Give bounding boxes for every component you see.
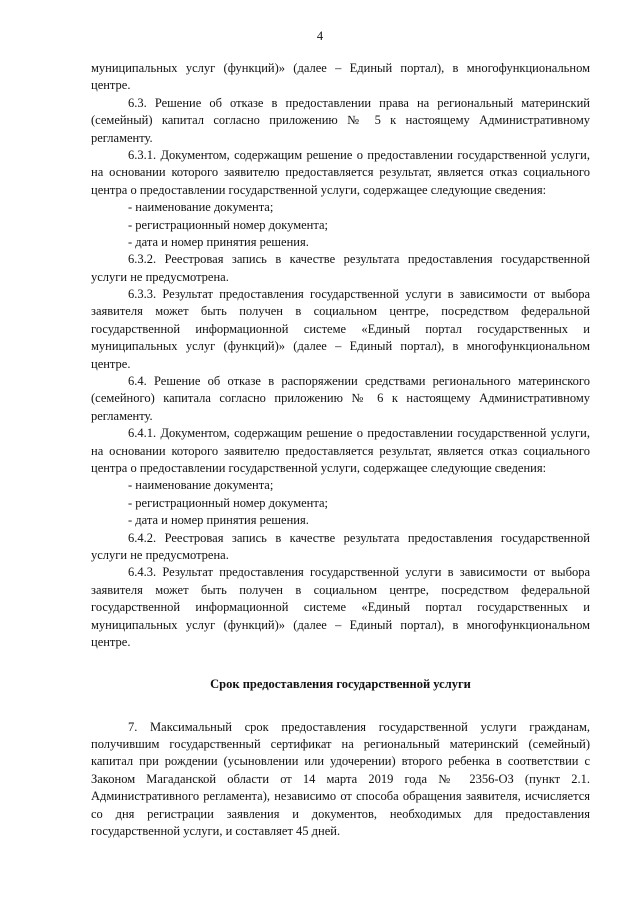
- list-item: - регистрационный номер документа;: [128, 495, 328, 510]
- text-line: муниципальных услуг (функций)» (далее – Единый портал), в многофункциональном: [91, 617, 590, 632]
- text-line: услуги не предусмотрена.: [91, 269, 229, 284]
- text-line: государственной информационной системе «Единый портал государственных и: [91, 321, 590, 336]
- text-line: на основании которого заявителю предоставляется результат, является отказ социального: [91, 443, 590, 458]
- text-line: на основании которого заявителю предоставляется результат, является отказ социального: [91, 165, 590, 180]
- text-line: заявителя может быть получен в социальном центре, посредством федеральной: [91, 304, 590, 319]
- section-heading: Срок предоставления государственной услуги: [210, 677, 471, 692]
- text-line: услуги не предусмотрена.: [91, 547, 229, 562]
- text-line: Законом Магаданской области от 14 марта 2019 года № 2356-ОЗ (пункт 2.1.: [91, 771, 590, 786]
- text-line: центра о предоставлении государственной услуги, содержащее следующие сведения:: [91, 460, 547, 475]
- list-item: - наименование документа;: [128, 478, 274, 493]
- text-line: со дня регистрации заявления и документов, необходимых для предоставления: [91, 806, 590, 821]
- text-line: 6.4.1. Документом, содержащим решение о предоставлении государственной услуги,: [128, 426, 590, 441]
- list-item: - дата и номер принятия решения.: [128, 234, 309, 249]
- list-item: - дата и номер принятия решения.: [128, 513, 309, 528]
- text-line: заявителя может быть получен в социальном центре, посредством федеральной: [91, 582, 590, 597]
- text-line: государственной информационной системе «Единый портал государственных и: [91, 600, 590, 615]
- text-line: центре.: [91, 634, 131, 649]
- text-line: 6.3.1. Документом, содержащим решение о предоставлении государственной услуги,: [128, 147, 590, 162]
- text-line: центре.: [91, 356, 131, 371]
- text-line: Административного регламента), независимо от способа обращения заявителя, исчисляется: [91, 789, 590, 804]
- page-number: 4: [316, 29, 324, 43]
- text-line: (семейного) капитала согласно приложению № 6 к настоящему Административному: [91, 391, 590, 406]
- list-item: - наименование документа;: [128, 200, 274, 215]
- text-line: регламенту.: [91, 408, 153, 423]
- text-line: центра о предоставлении государственной услуги, содержащее следующие сведения:: [91, 182, 547, 197]
- spacer: [91, 651, 590, 676]
- text-line: 6.4.3. Результат предоставления государственной услуги в зависимости от выбора: [128, 565, 590, 580]
- text-line: 6.3.3. Результат предоставления государственной услуги в зависимости от выбора: [128, 287, 590, 302]
- list-item: - регистрационный номер документа;: [128, 217, 328, 232]
- text-line: центре.: [91, 78, 131, 93]
- text-line: 6.3. Решение об отказе в предоставлении права на региональный материнский: [128, 95, 590, 110]
- text-line: капитал при рождении (усыновлении или удочерении) второго ребенка в соответствии с: [91, 754, 590, 769]
- text-line: муниципальных услуг (функций)» (далее – Единый портал), в многофункциональном: [91, 339, 590, 354]
- text-line: муниципальных услуг (функций)» (далее – Единый портал), в многофункциональном: [91, 61, 590, 75]
- spacer: [91, 694, 590, 719]
- text-line: государственной услуги, и составляет 45 дней.: [91, 824, 341, 839]
- text-line: (семейный) капитал согласно приложению № 5 к настоящему Административному: [91, 113, 590, 128]
- document-body: [91, 60, 590, 840]
- text-line: 6.4. Решение об отказе в распоряжении средствами регионального материнского: [128, 374, 590, 389]
- text-line: 6.4.2. Реестровая запись в качестве результата предоставления государственной: [128, 530, 590, 545]
- text-line: 7. Максимальный срок предоставления государственной услуги гражданам,: [128, 719, 590, 734]
- text-line: 6.3.2. Реестровая запись в качестве результата предоставления государственной: [128, 252, 590, 267]
- text-line: получившим государственный сертификат на региональный материнский (семейный): [91, 737, 590, 752]
- text-line: регламенту.: [91, 130, 153, 145]
